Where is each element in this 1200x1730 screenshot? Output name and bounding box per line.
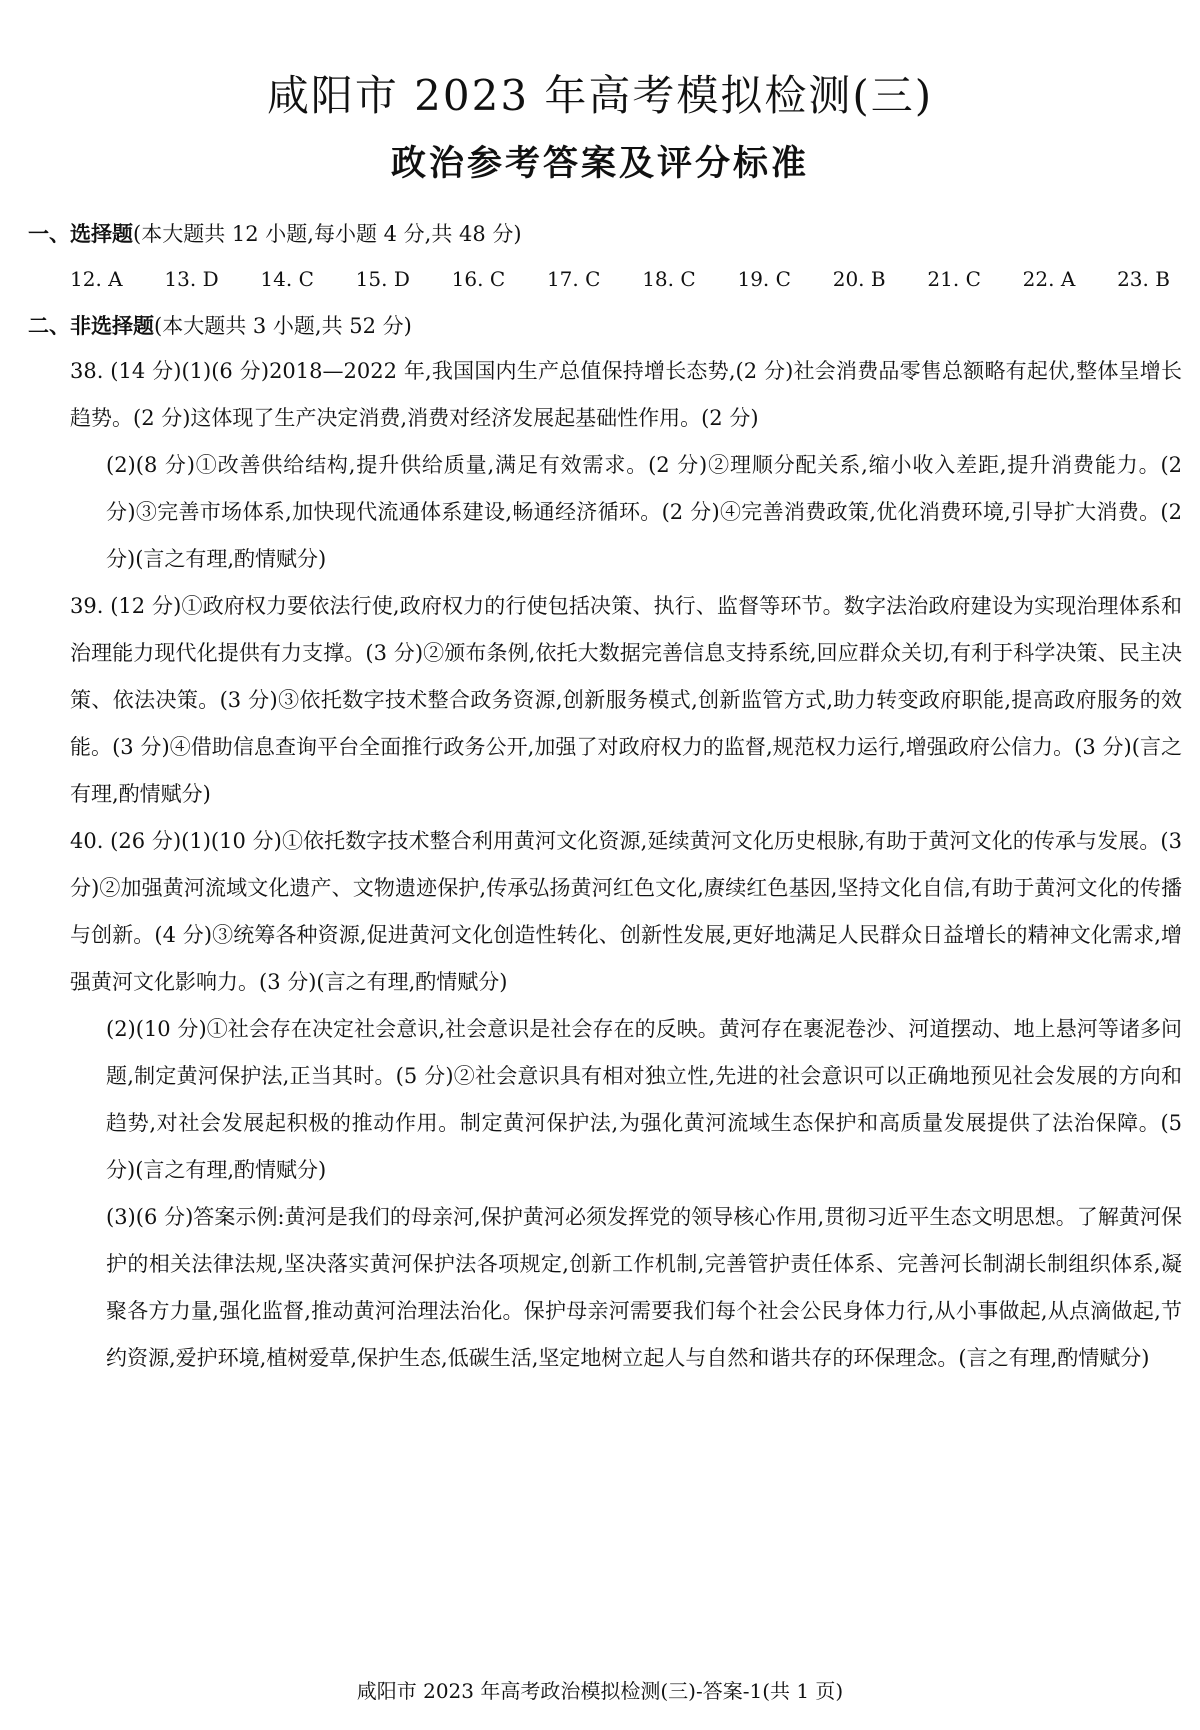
section-2-note: (本大题共 3 小题,共 52 分) <box>154 314 412 338</box>
choice-answer-row <box>70 264 1170 294</box>
page-subtitle: 政治参考答案及评分标准 <box>390 144 809 184</box>
answer-item: 15. D <box>355 267 410 291</box>
question-40 <box>70 818 1182 1382</box>
answer-item: 16. C <box>451 267 506 291</box>
section-2-heading <box>28 310 412 342</box>
answer-item: 19. C <box>737 267 791 291</box>
page-title: 咸阳市 2023 年高考模拟检测(三) <box>266 71 934 120</box>
answer-item: 20. B <box>832 267 886 291</box>
q40-part-3: (3)(6 分)答案示例:黄河是我们的母亲河,保护黄河必须发挥党的领导核心作用,贯彻习近平生态文明思想。了解黄河保护的相关法律法规,坚决落实黄河保护法各项规定,创新工作机制,完善管护责任体系、完善河长制湖长制组织体系,凝聚各方力量,强化监督,推动黄河治理法治化。保护母亲河需要我们每个社会公民身体力行,从小事做起,从点滴做起,节约资源,爱护环境,植树爱草,保护生态,低碳生活,坚定地树立起人与自然和谐共存的环保理念。(言之有理,酌情赋分) <box>106 1205 1182 1370</box>
section-1-note: (本大题共 12 小题,每小题 4 分,共 48 分) <box>133 222 522 246</box>
question-38 <box>70 348 1182 583</box>
answer-item: 21. C <box>927 267 981 291</box>
q38-part-2: (2)(8 分)①改善供给结构,提升供给质量,满足有效需求。(2 分)②理顺分配关系,缩小收入差距,提升消费能力。(2 分)③完善市场体系,加快现代流通体系建设,畅通经济循环。(2 分)④完善消费政策,优化消费环境,引导扩大消费。(2 分)(言之有理,酌情赋分) <box>106 453 1182 571</box>
q39-part-1: 39. (12 分)①政府权力要依法行使,政府权力的行使包括决策、执行、监督等环节。数字法治政府建设为实现治理体系和治理能力现代化提供有力支撑。(3 分)②颁布条例,依托大数据完善信息支持系统,回应群众关切,有利于科学决策、民主决策、依法决策。(3 分)③依托数字技术整合政务资源,创新服务模式,创新监管方式,助力转变政府职能,提高政府服务的效能。(3 分)④借助信息查询平台全面推行政务公开,加强了对政府权力的监督,规范权力运行,增强政府公信力。(3 分)(言之有理,酌情赋分) <box>70 594 1182 806</box>
answer-item: 12. A <box>70 267 123 291</box>
q40-part-1: 40. (26 分)(1)(10 分)①依托数字技术整合利用黄河文化资源,延续黄河文化历史根脉,有助于黄河文化的传承与发展。(3 分)②加强黄河流域文化遗产、文物遗迹保护,传承弘扬黄河红色文化,赓续红色基因,坚持文化自信,有助于黄河文化的传播与创新。(4 分)③统筹各种资源,促进黄河文化创造性转化、创新性发展,更好地满足人民群众日益增长的精神文化需求,增强黄河文化影响力。(3 分)(言之有理,酌情赋分) <box>70 829 1182 994</box>
page-footer: 咸阳市 2023 年高考政治模拟检测(三)-答案-1(共 1 页) <box>356 1679 844 1703</box>
answer-item: 13. D <box>164 267 219 291</box>
answer-item: 18. C <box>642 267 696 291</box>
q38-part-1: 38. (14 分)(1)(6 分)2018—2022 年,我国国内生产总值保持增长态势,(2 分)社会消费品零售总额略有起伏,整体呈增长趋势。(2 分)这体现了生产决定消费,消费对经济发展起基础性作用。(2 分) <box>70 359 1182 430</box>
answer-item: 17. C <box>546 267 601 291</box>
section-2-label: 二、非选择题 <box>28 314 154 338</box>
section-1-label: 一、选择题 <box>28 222 133 246</box>
answer-item: 22. A <box>1022 267 1076 291</box>
q40-part-2: (2)(10 分)①社会存在决定社会意识,社会意识是社会存在的反映。黄河存在裹泥卷沙、河道摆动、地上悬河等诸多问题,制定黄河保护法,正当其时。(5 分)②社会意识具有相对独立性,先进的社会意识可以正确地预见社会发展的方向和趋势,对社会发展起积极的推动作用。制定黄河保护法,为强化黄河流域生态保护和高质量发展提供了法治保障。(5 分)(言之有理,酌情赋分) <box>106 1017 1182 1182</box>
section-1-heading <box>28 218 522 250</box>
question-39 <box>70 583 1182 818</box>
answer-item: 23. B <box>1117 267 1170 291</box>
answer-item: 14. C <box>260 267 314 291</box>
